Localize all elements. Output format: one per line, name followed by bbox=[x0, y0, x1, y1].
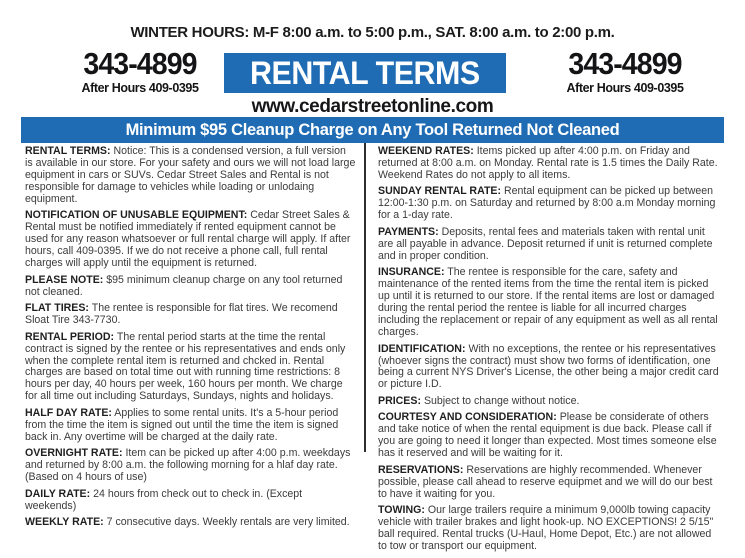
term-paragraph bbox=[25, 448, 356, 484]
term-paragraph bbox=[378, 505, 722, 553]
term-heading: PRICES: bbox=[378, 394, 421, 407]
term-heading: PAYMENTS: bbox=[378, 225, 439, 238]
term-body: Deposits, rental fees and materials taken with rental unit are all payable in advance. Deposit returned if unit is returned complete and in proper condition. bbox=[378, 225, 713, 262]
term-paragraph bbox=[25, 489, 356, 513]
term-heading: NOTIFICATION OF UNUSABLE EQUIPMENT: bbox=[25, 209, 248, 222]
phone-number-left: 343-4899 bbox=[83, 46, 197, 81]
phone-block-left bbox=[55, 48, 225, 95]
term-heading: OVERNIGHT RATE: bbox=[25, 447, 123, 460]
term-body: $95 minimum cleanup charge on any tool returned not cleaned. bbox=[25, 273, 343, 298]
term-paragraph bbox=[25, 303, 356, 327]
term-heading: RENTAL TERMS: bbox=[25, 145, 111, 157]
term-body: The rentee is responsible for flat tires. We recomend Sloat Tire 343-7730. bbox=[25, 302, 338, 327]
winter-hours-line: WINTER HOURS: M-F 8:00 a.m. to 5:00 p.m., SAT. 8:00 a.m. to 2:00 p.m. bbox=[130, 24, 615, 41]
term-paragraph bbox=[378, 186, 722, 222]
term-body: 7 consecutive days. Weekly rentals are very limited. bbox=[106, 516, 350, 529]
term-paragraph bbox=[25, 517, 356, 529]
term-heading: HALF DAY RATE: bbox=[25, 406, 112, 419]
cleanup-charge-banner bbox=[21, 117, 724, 143]
term-body: With no exceptions, the rentee or his representatives (whoever signs the contract) must show two forms of identification, one being a current NYS Driver's License, the other being a major credit card or picture I.D. bbox=[378, 342, 719, 391]
term-paragraph bbox=[378, 146, 722, 182]
term-paragraph bbox=[25, 210, 356, 270]
term-paragraph bbox=[378, 465, 722, 501]
rental-terms-title-box bbox=[224, 53, 506, 93]
terms-column-right bbox=[378, 146, 722, 558]
term-paragraph bbox=[25, 332, 356, 404]
term-heading: SUNDAY RENTAL RATE: bbox=[378, 185, 502, 198]
term-body: Items picked up after 4:00 p.m. on Friday and returned at 8:00 a.m. on Monday. Rental rate is 1.5 times the Daily Rate. Weekend Rates do not apply to all items. bbox=[378, 145, 718, 181]
term-paragraph bbox=[378, 267, 722, 339]
term-body: Cedar Street Sales & Rental must be notified immediately if rented equipment cannot be used for any reason whatsoever or full rental charge will apply. If after hours, call 409-0395. If we do not receive a phone call, full rental charges will apply until the equipment is returned. bbox=[25, 209, 351, 270]
term-paragraph bbox=[25, 408, 356, 444]
term-paragraph bbox=[25, 146, 356, 206]
phone-block-right bbox=[540, 48, 710, 95]
term-paragraph bbox=[378, 412, 722, 460]
terms-columns bbox=[25, 146, 722, 558]
term-heading: RESERVATIONS: bbox=[378, 463, 464, 476]
term-body: Subject to change without notice. bbox=[423, 394, 580, 407]
terms-column-left bbox=[25, 146, 356, 558]
term-heading: COURTESY AND CONSIDERATION: bbox=[378, 411, 557, 424]
term-heading: WEEKLY RATE: bbox=[25, 516, 104, 529]
term-heading: INSURANCE: bbox=[378, 266, 445, 279]
term-body: Applies to some rental units. It's a 5-hour period from the time the item is signed out until the time the item is signed back in. Any overtime will be charged at the daily rate. bbox=[25, 406, 339, 443]
term-body: Please be considerate of others and take notice of when the rental equipment is due back. Please call if you are going to need it longer than expected. Most times someone else has it reserved and will be waiting for it. bbox=[378, 411, 717, 460]
after-hours-left: After Hours 409-0395 bbox=[81, 81, 199, 95]
term-body: Reservations are highly recommended. Whenever possible, please call ahead to reserve equipmet and we will do our best to have it waiting for you. bbox=[378, 463, 713, 500]
term-paragraph bbox=[378, 227, 722, 263]
term-heading: WEEKEND RATES: bbox=[378, 145, 474, 157]
term-body: Notice: This is a condensed version, a full version is available in our store. For your safety and ours we will not load large equipment in cars or SUVs. Cedar Street Sales and Rental is not responsible for damage to vehicles while loading or unlodaing equipment. bbox=[25, 145, 356, 205]
term-heading: PLEASE NOTE: bbox=[25, 273, 104, 286]
page-title: RENTAL TERMS bbox=[250, 54, 480, 91]
term-body: The rental period starts at the time the rental contract is signed by the rentee or his representatives and ends only when the complete rental item is returned and chcked in. Rental charges are based on total time out with running time restrictions: 8 hours per day, 40 hours per week, 160 hours per month. We charge for all time out including Saturdays, Sundays, nights and holidays. bbox=[25, 330, 346, 403]
phone-number-right: 343-4899 bbox=[568, 46, 682, 81]
term-paragraph bbox=[378, 344, 722, 392]
term-body: 24 hours from check out to check in. (Except weekends) bbox=[25, 487, 303, 512]
term-body: Rental equipment can be picked up between 12:00-1:30 p.m. on Saturday and returned by 8:00 a.m Monday morning for a 1-day rate. bbox=[378, 185, 716, 222]
term-heading: FLAT TIRES: bbox=[25, 302, 89, 315]
term-paragraph bbox=[378, 396, 722, 408]
cleanup-charge-banner-text: Minimum $95 Cleanup Charge on Any Tool Returned Not Cleaned bbox=[125, 120, 620, 139]
term-body: Our large trailers require a minimum 9,000lb towing capacity vehicle with trailer brakes and light hook-up. NO EXCEPTIONS! 2 5/15" ball required. Rental trucks (U-Haul, Home Depot, Etc.) are not allowed to tow or transport our equipment. bbox=[378, 504, 714, 553]
term-body: The rentee is responsible for the care, safety and maintenance of the rented items from the time the rental item is picked up until it is returned to our store. If the rental items are lost or damaged during the rental period the rentee is liable for all incurred charges including the replacement or repair of any equipment as well as all rental charges. bbox=[378, 266, 718, 339]
term-heading: DAILY RATE: bbox=[25, 487, 91, 500]
term-heading: TOWING: bbox=[378, 504, 425, 517]
term-heading: RENTAL PERIOD: bbox=[25, 330, 115, 343]
term-body: Item can be picked up after 4:00 p.m. weekdays and returned by 8:00 a.m. the following morning for a hlaf day rate. (Based on 4 hours of use) bbox=[25, 447, 351, 484]
after-hours-right: After Hours 409-0395 bbox=[566, 81, 684, 95]
website-url: www.cedarstreetonline.com bbox=[251, 96, 494, 117]
term-paragraph bbox=[25, 275, 356, 299]
term-heading: IDENTIFICATION: bbox=[378, 342, 466, 355]
